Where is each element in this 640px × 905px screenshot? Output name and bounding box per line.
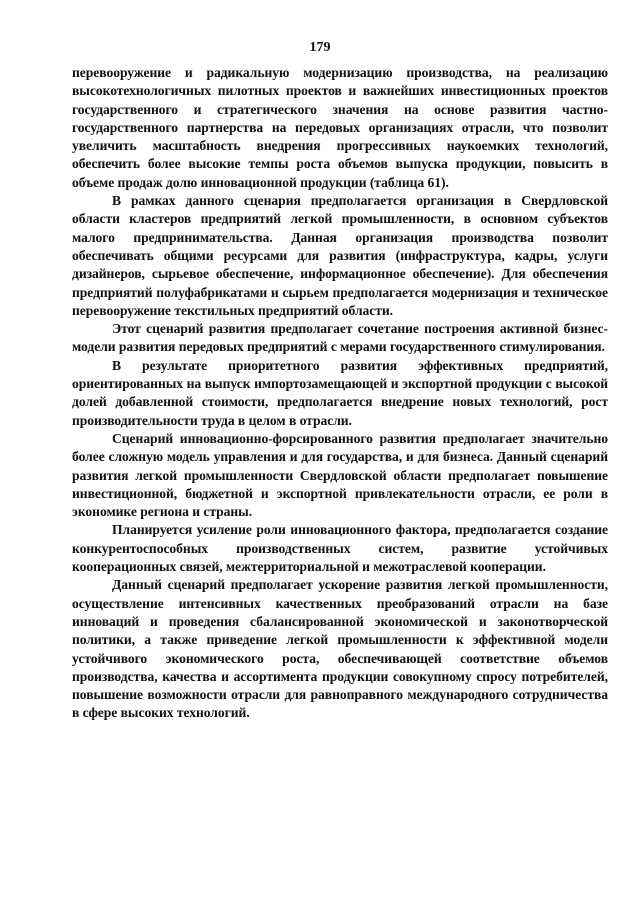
paragraph-6: Планируется усиление роли инновационного фактора, предполагается создание конкурентоспособных производственных систем, развитие устойчивых кооперационных связей, межтерриториальной и межотраслевой кооперации. xyxy=(72,522,608,575)
paragraph-3: Этот сценарий развития предполагает сочетание построения активной бизнес-модели развития передовых предприятий с мерами государственного стимулирования. xyxy=(72,321,608,355)
paragraph-1: перевооружение и радикальную модернизацию производства, на реализацию высокотехнологичных пилотных проектов и важнейших инвестиционных проектов государственного и стратегического значения на основе развития частно-государственного партнерства на передовых организациях отрасли, что позволит увеличить масштабность внедрения прогрессивных наукоемких технологий, обеспечить более высокие темпы роста объемов выпуска продукции, повысить в объеме продаж долю инновационной продукции (таблица 61). xyxy=(72,65,608,190)
page-number: 179 xyxy=(309,40,331,55)
paragraph-7: Данный сценарий предполагает ускорение развития легкой промышленности, осуществление интенсивных качественных преобразований отрасли на базе инноваций и проведения сбалансированной экономической и законотворческой политики, а также приведение легкой промышленности к эффективной модели устойчивого экономического роста, обеспечивающей соответствие объемов производства, качества и ассортимента продукции совокупному спросу потребителей, повышение возможности отрасли для равноправного международного сотрудничества в сфере высоких технологий. xyxy=(72,577,608,721)
paragraph-2: В рамках данного сценария предполагается организация в Свердловской области кластеров предприятий легкой промышленности, в основном субъектов малого предпринимательства. Данная организация производства позволит обеспечивать общими ресурсами для развития (инфраструктура, кадры, услуги дизайнеров, сырьевое обеспечение, информационное обеспечение). Для обеспечения предприятий полуфабрикатами и сырьем предполагается модернизация и техническое перевооружение текстильных предприятий области. xyxy=(72,193,608,318)
body-text xyxy=(72,64,608,723)
paragraph-4: В результате приоритетного развития эффективных предприятий, ориентированных на выпуск импортозамещающей и экспортной продукции с высокой долей добавленной стоимости, предполагается внедрение новых технологий, рост производительности труда в целом в отрасли. xyxy=(72,357,608,428)
paragraph-5: Сценарий инновационно-форсированного развития предполагает значительно более сложную модель управления и для государства, и для бизнеса. Данный сценарий развития легкой промышленности Свердловской области предполагает повышение инвестиционной, бюджетной и экспортной привлекательности отрасли, ее роли в экономике региона и страны. xyxy=(72,430,608,520)
